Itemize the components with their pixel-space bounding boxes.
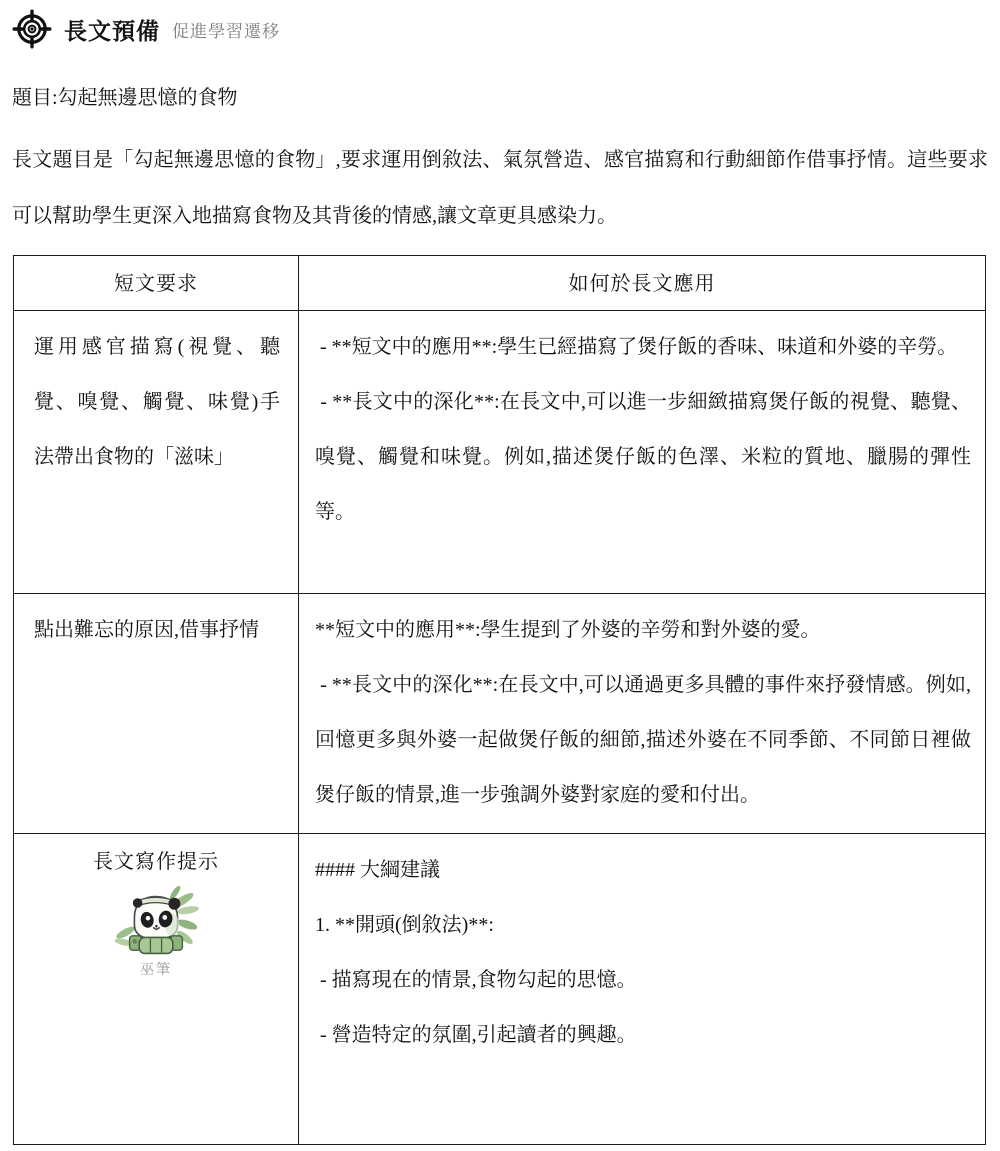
- column-header-application: 如何於長文應用: [299, 256, 986, 311]
- brand-title: 長文預備: [64, 18, 160, 44]
- table-row: [14, 311, 986, 594]
- intro-paragraph: 長文題目是「勾起無邊思憶的食物」,要求運用倒敘法、氣氛營造、感官描寫和行動細節作借事抒情。這些要求可以幫助學生更深入地描寫食物及其背後的情感,讓文章更具感染力。: [12, 149, 988, 227]
- application-paragraph: - **長文中的深化**:在長文中,可以進一步細緻描寫煲仔飯的視覺、聽覺、嗅覺、觸覺和味覺。例如,描述煲仔飯的色澤、米粒的質地、臘腸的彈性等。: [315, 391, 972, 523]
- brand-subtitle: 促進學習遷移: [172, 21, 280, 41]
- column-header-requirement: 短文要求: [14, 256, 299, 311]
- topic-line: 題目:勾起無邊思憶的食物: [12, 87, 238, 109]
- target-icon: [12, 9, 52, 49]
- panda-mascot-image: [108, 883, 204, 963]
- application-paragraph: **短文中的應用**:學生提到了外婆的辛勞和對外婆的愛。: [315, 619, 821, 641]
- application-paragraph: - **長文中的深化**:在長文中,可以通過更多具體的事件來抒發情感。例如,回憶更多與外婆一起做煲仔飯的細節,描述外婆在不同季節、不同節日裡做煲仔飯的情景,進一步強調外婆對家庭的愛和付出。: [315, 674, 972, 806]
- requirement-cell-2: 點出難忘的原因,借事抒情: [14, 594, 299, 834]
- outline-item: - 描寫現在的情景,食物勾起的思憶。: [315, 969, 637, 991]
- table-row: [14, 594, 986, 834]
- outline-heading: #### 大綱建議: [315, 859, 440, 881]
- panda-head: [133, 897, 181, 939]
- application-paragraph: - **短文中的應用**:學生已經描寫了煲仔飯的香味、味道和外婆的辛勞。: [315, 336, 958, 358]
- hint-title: 長文寫作提示: [93, 851, 219, 873]
- application-cell-1: [299, 311, 986, 594]
- outline-item: 1. **開頭(倒敘法)**:: [315, 914, 494, 936]
- table-row: [14, 834, 986, 1145]
- requirement-cell-1: 運用感官描寫(視覺、聽覺、嗅覺、觸覺、味覺)手法帶出食物的「滋味」: [14, 311, 299, 594]
- guidance-table: [13, 255, 986, 1145]
- application-cell-2: [299, 594, 986, 834]
- panda-body: [130, 936, 183, 954]
- hint-cell: [14, 834, 299, 1145]
- brand-header: [12, 8, 988, 50]
- outline-item: - 營造特定的氛圍,引起讀者的興趣。: [315, 1024, 637, 1046]
- mascot-caption: 巫筆: [140, 963, 172, 978]
- application-cell-3: [299, 834, 986, 1145]
- table-header-row: [14, 256, 986, 311]
